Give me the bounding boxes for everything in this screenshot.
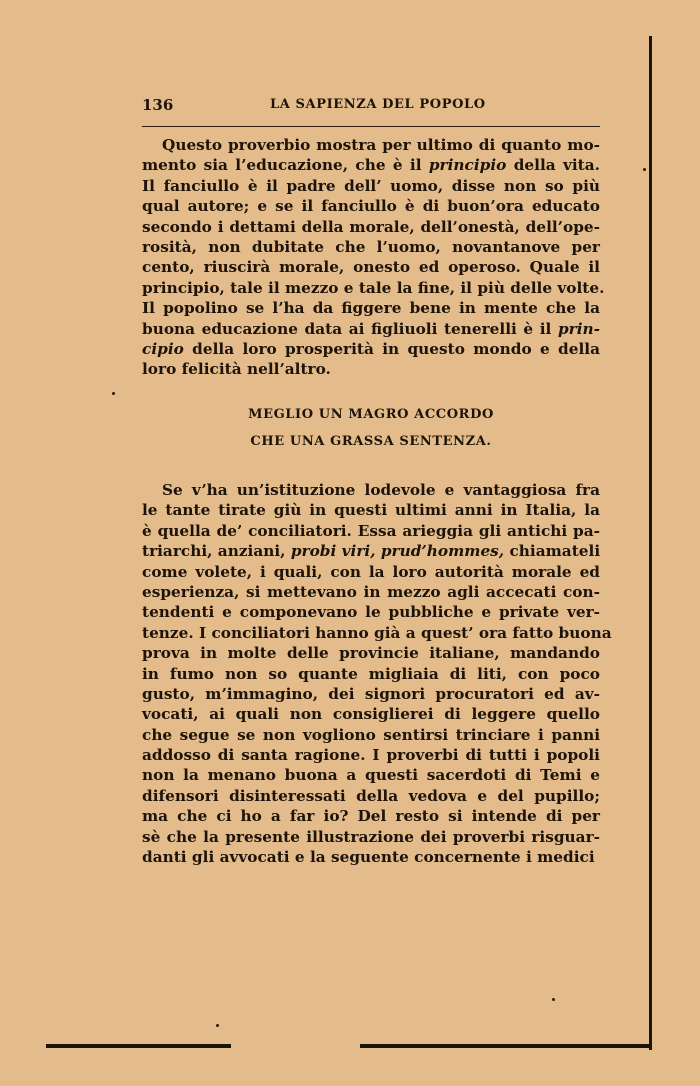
ink-speck	[112, 392, 115, 395]
text-run: Il fanciullo è il padre dell’ uomo, disse non so più	[142, 176, 600, 195]
text-line	[142, 359, 600, 379]
text-line	[142, 806, 600, 826]
italic-text-run: cipio	[142, 339, 184, 358]
text-line	[142, 278, 605, 298]
text-line	[142, 521, 600, 541]
text-line	[142, 582, 600, 602]
section-title-line-1: MEGLIO UN MAGRO ACCORDO	[248, 407, 494, 422]
text-line	[142, 176, 600, 196]
text-run: buona educazione data ai figliuoli tenerelli è il	[142, 319, 558, 338]
text-line	[142, 623, 612, 643]
text-line	[142, 298, 600, 318]
text-run: esperienza, si mettevano in mezzo agli accecati con-	[142, 582, 600, 601]
text-line	[142, 135, 600, 155]
text-run: della loro prosperità in questo mondo e della	[183, 339, 600, 358]
text-run: gusto, m’immagino, dei signori procuratori ed av-	[142, 684, 600, 703]
text-line	[142, 339, 600, 359]
footer-rule-left	[46, 1044, 231, 1048]
text-line	[142, 237, 600, 257]
text-run: secondo i dettami della morale, dell’onestà, dell’ope-	[142, 217, 600, 236]
text-line	[142, 664, 600, 684]
text-run: prova in molte delle provincie italiane, mandando	[142, 644, 600, 663]
running-title: LA SAPIENZA DEL POPOLO	[270, 97, 486, 112]
ink-speck	[216, 1024, 219, 1027]
text-run: triarchi, anziani,	[142, 542, 291, 561]
text-line	[142, 500, 600, 520]
text-line	[142, 196, 600, 216]
italic-text-run: principio	[428, 156, 507, 175]
text-run: loro felicità nell’altro.	[142, 360, 331, 379]
text-line	[142, 725, 600, 745]
text-line	[142, 684, 600, 704]
text-run: qual autore; e se il fanciullo è di buon’ora educato	[142, 197, 600, 216]
text-line	[142, 643, 600, 663]
text-run: come volete, i quali, con la loro autorità morale ed	[142, 562, 600, 581]
ink-speck	[552, 998, 555, 1001]
text-run: difensori disinteressati della vedova e del pupillo;	[142, 786, 600, 805]
text-run: ma che ci ho a far io? Del resto si intende di per	[142, 807, 600, 826]
text-line	[142, 786, 600, 806]
text-run: non la menano buona a questi sacerdoti di Temi e	[142, 766, 600, 785]
footer-rule-right	[360, 1044, 652, 1048]
text-line	[142, 541, 600, 561]
text-run: tendenti e componevano le pubbliche e private ver-	[142, 603, 600, 622]
text-line	[142, 257, 600, 277]
italic-text-run: probi viri, prud’hommes,	[290, 542, 505, 561]
ink-speck	[643, 168, 646, 171]
page-edge-line	[649, 36, 652, 1050]
text-run: Se v’ha un’istituzione lodevole e vantaggiosa fra	[162, 481, 600, 499]
text-run: danti gli avvocati e la seguente concernente i medici	[142, 848, 595, 867]
text-line	[142, 217, 600, 237]
text-line	[142, 704, 600, 724]
paragraph-2	[142, 480, 612, 867]
text-run: rosità, non dubitate che l’uomo, novantanove per	[142, 237, 600, 256]
text-line	[142, 602, 600, 622]
text-run: che segue se non vogliono sentirsi trinciare i panni	[142, 725, 600, 744]
paragraph-1	[142, 135, 605, 380]
text-line	[142, 847, 600, 867]
text-run: principio, tale il mezzo e tale la fine, il più delle volte.	[142, 278, 605, 297]
section-title-line-2: CHE UNA GRASSA SENTENZA.	[250, 434, 492, 449]
text-run: sè che la presente illustrazione dei proverbi risguar-	[142, 827, 600, 846]
text-line	[142, 562, 600, 582]
text-run: vocati, ai quali non consiglierei di leggere quello	[142, 705, 600, 724]
text-line	[142, 827, 600, 847]
text-run: Il popolino se l’ha da figgere bene in mente che la	[142, 299, 600, 318]
text-run: le tante tirate giù in questi ultimi anni in Italia, la	[142, 501, 600, 520]
text-run: mento sia l’educazione, che è il	[142, 156, 429, 175]
text-run: è quella de’ conciliatori. Essa arieggia gli antichi pa-	[142, 521, 600, 540]
text-run: della vita.	[506, 156, 600, 175]
header-rule	[142, 126, 600, 127]
text-line	[142, 745, 600, 765]
italic-text-run: prin-	[557, 319, 600, 338]
text-run: in fumo non so quante migliaia di liti, con poco	[142, 664, 600, 683]
text-line	[142, 319, 600, 339]
text-line	[142, 480, 600, 500]
text-run: chiamateli	[504, 542, 601, 561]
text-run: tenze. I conciliatori hanno già a quest’ ora fatto buona	[142, 623, 612, 642]
text-run: addosso di santa ragione. I proverbi di tutti i popoli	[142, 746, 600, 765]
text-line	[142, 765, 600, 785]
page-number: 136	[142, 96, 174, 114]
text-line	[142, 155, 600, 175]
text-run: cento, riuscirà morale, onesto ed operoso. Quale il	[142, 258, 600, 277]
text-run: Questo proverbio mostra per ultimo di quanto mo-	[162, 136, 600, 154]
